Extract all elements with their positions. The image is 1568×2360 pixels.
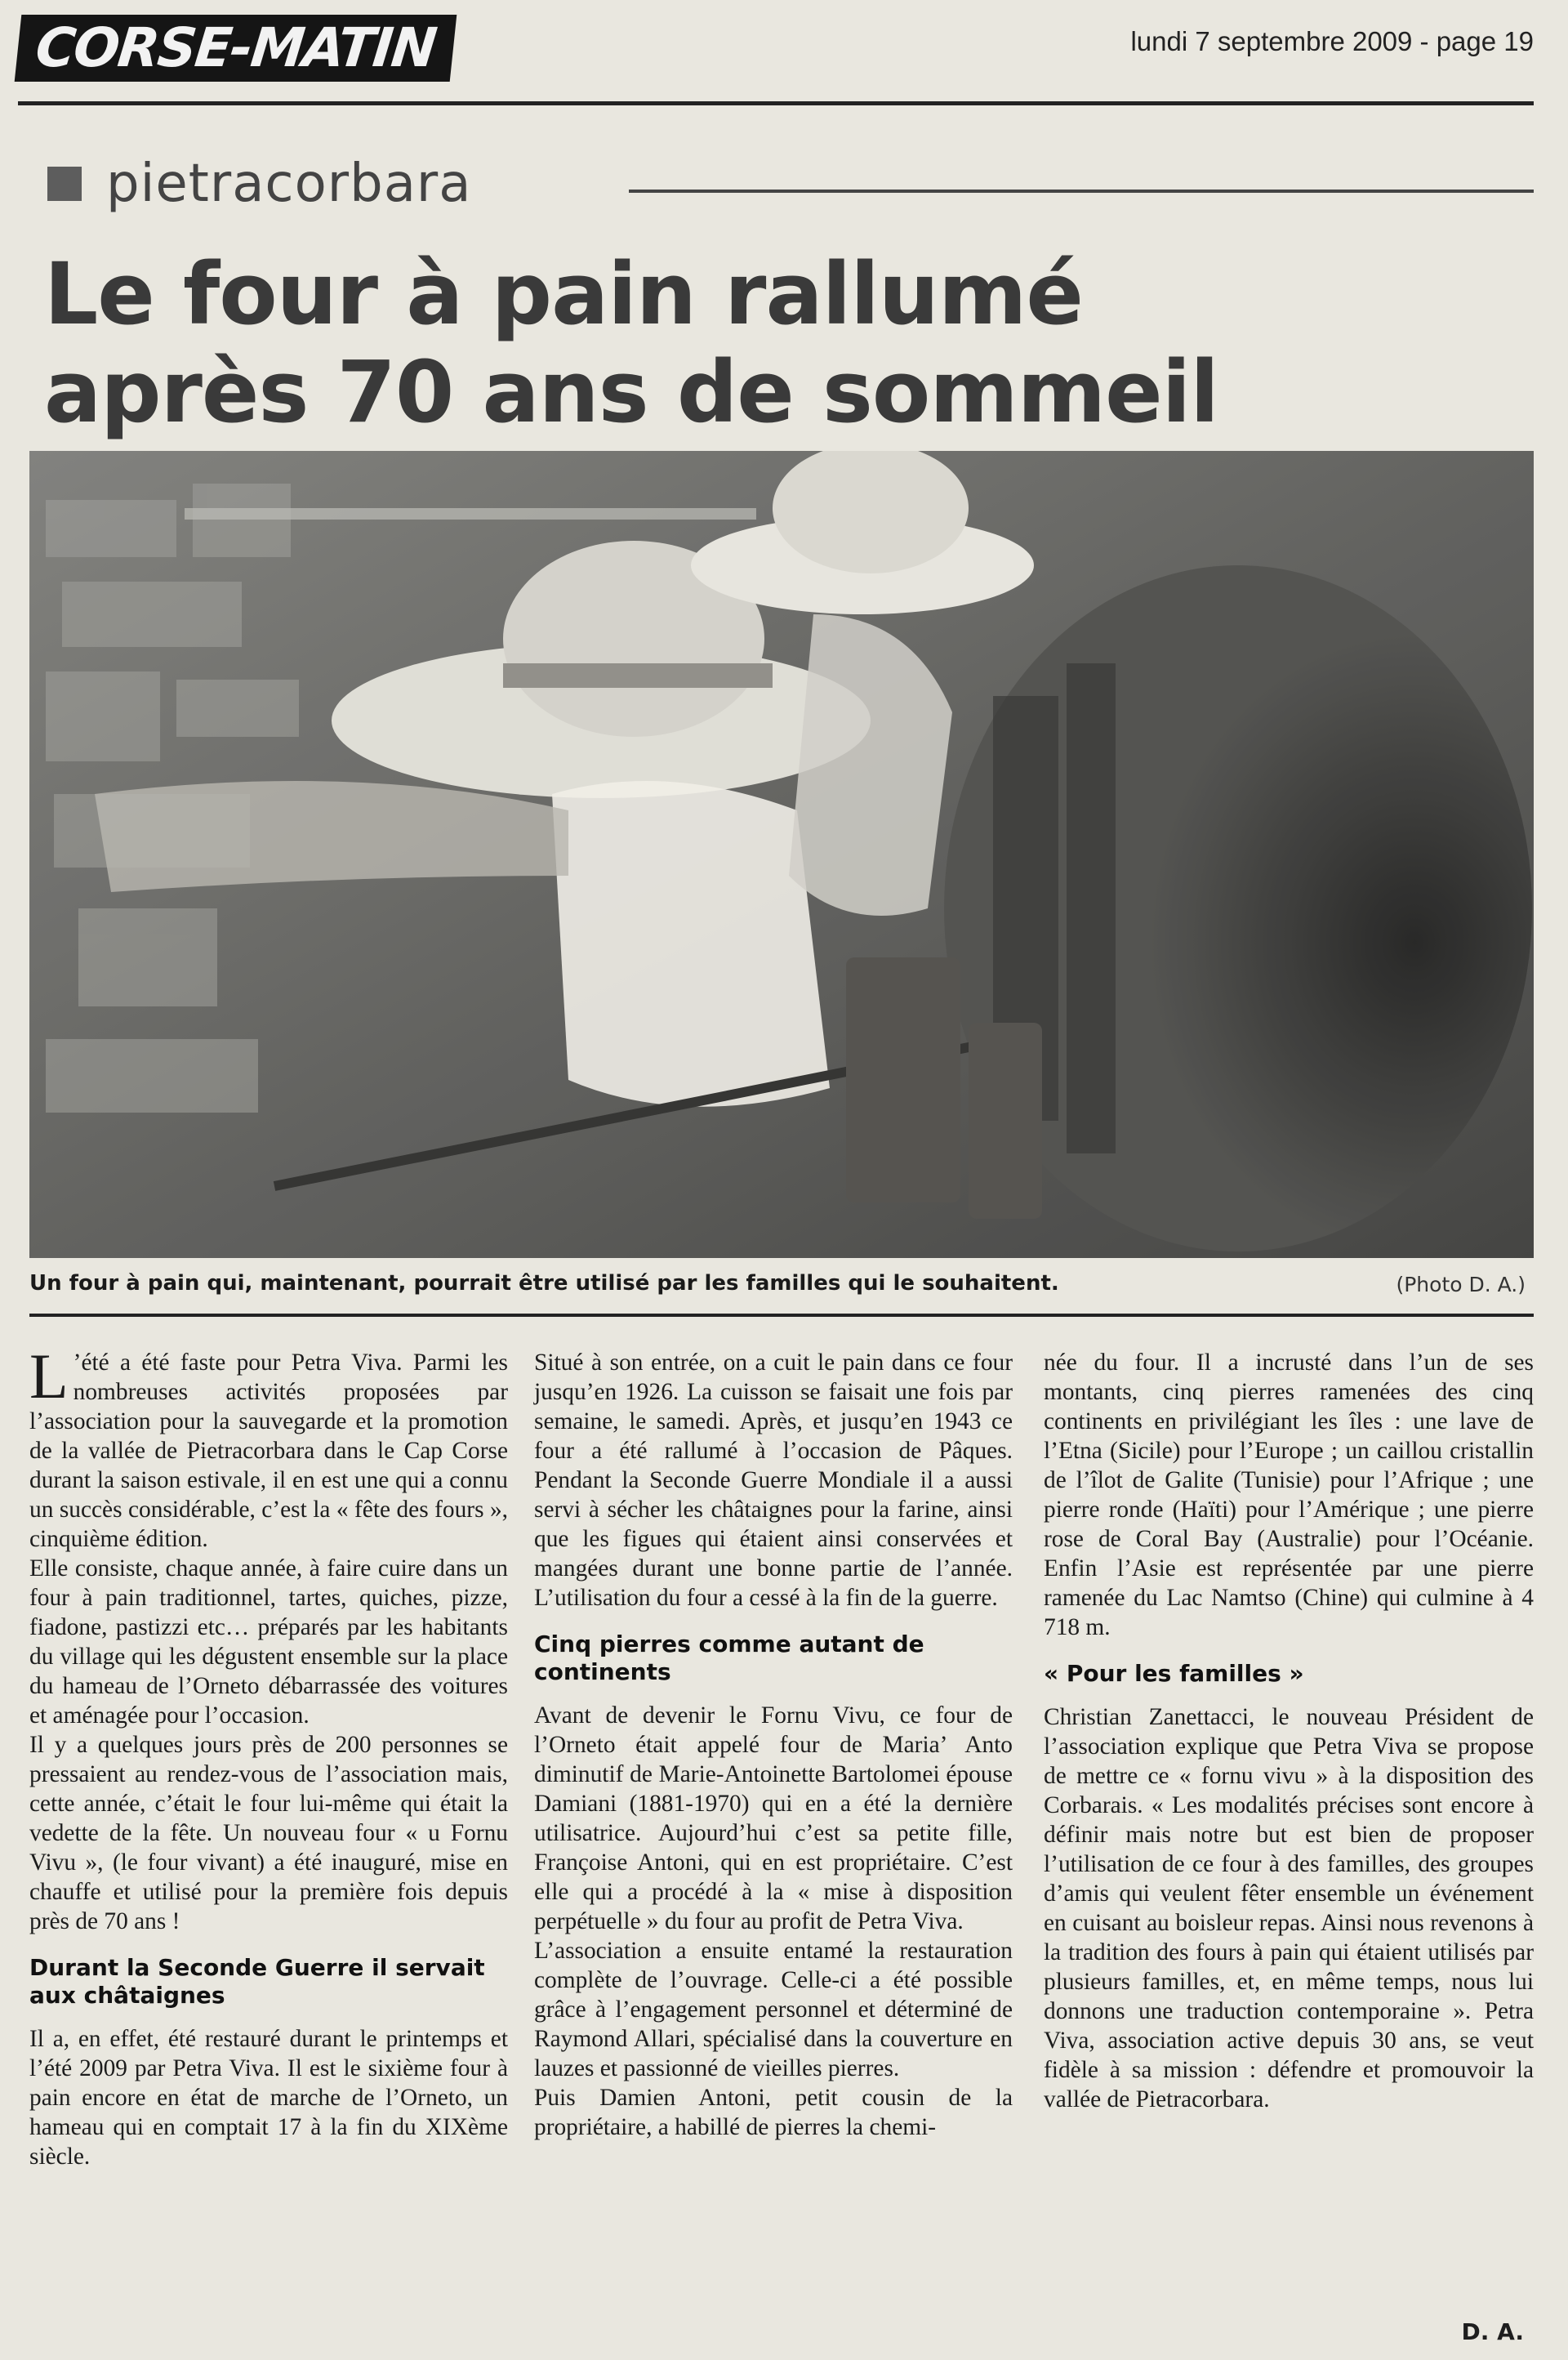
- kicker-text: pietracorbara: [106, 154, 472, 214]
- paragraph: Situé à son entrée, on a cuit le pain dans ce four jusqu’en 1926. La cuisson se faisait une fois par semaine, le samedi. Après, et jusqu’en 1943 ce four a été rallumé à l’occasion de Pâques. Pendant la Seconde Guerre Mondiale il a aussi servi à sécher les châtaignes pour la farine, ainsi que les figues qui étaient ainsi conservées et mangées durant une bonne partie de l’année. L’utilisation du four a cessé à la fin de la guerre.: [534, 1350, 1013, 1611]
- masthead-rule: [18, 101, 1534, 105]
- paragraph-text: ’été a été faste pour Petra Viva. Parmi les nombreuses activités proposées par l’association pour la sauvegarde et la promotion de la vallée de Pietracorbara dans le Cap Corse durant la saison estivale, il en est une qui a connu un succès considérable, c’est la « fête des fours », cinquième édition.: [29, 1350, 508, 1552]
- headline-line-1: Le four à pain rallumé: [44, 244, 1083, 344]
- author-signature: D. A.: [1461, 2318, 1524, 2345]
- article-photo: [29, 451, 1534, 1258]
- article-column-3: [1044, 1348, 1534, 2114]
- newspaper-logo: CORSE-MATIN: [15, 15, 457, 82]
- photo-credit: (Photo D. A.): [1396, 1273, 1526, 1296]
- paragraph: Christian Zanettacci, le nouveau Président de l’association explique que Petra Viva se propose de mettre ce « fornu vivu » à la disposition des Corbarais. « Les modalités précises sont encore à définir mais notre but est bien de proposer l’utilisation de ce four à des familles, des groupes d’amis qui veulent fêter ensemble un événement en cuisant au boisleur repas. Ainsi nous revenons à la tradition des fours à pain qui étaient utilisés par plusieurs familles, et, en même temps, nous lui donnons une traduction contemporaine ». Petra Viva, association active depuis 30 ans, se veut fidèle à sa mission : défendre et promouvoir la vallée de Pietracorbara.: [1044, 1704, 1534, 2112]
- photo-bread-oven: [29, 451, 1534, 1258]
- subheading: Cinq pierres comme autant de continents: [534, 1631, 924, 1685]
- paragraph: Elle consiste, chaque année, à faire cuire dans un four à pain traditionnel, tartes, quiches, pizze, fiadone, pastizzi etc… préparés par les habitants du village qui les dégustent ensemble sur la place du hameau de l’Orneto débarrassée des voitures et aménagée pour l’occasion.: [29, 1555, 508, 1729]
- paragraph: [29, 1341, 508, 1554]
- headline-line-2: après 70 ans de sommeil: [44, 342, 1218, 442]
- dateline: lundi 7 septembre 2009 - page 19: [1130, 26, 1534, 56]
- paragraph: L’association a ensuite entamé la restauration complète de l’ouvrage. Celle-ci a été possible grâce à l’engagement personnel et déterminé de Raymond Allari, spécialisé dans la couverture en lauzes et passionné de vieilles pierres.: [534, 1938, 1013, 2081]
- paragraph: Puis Damien Antoni, petit cousin de la propriétaire, a habillé de pierres la chemi-: [534, 2085, 1013, 2140]
- photo-caption: Un four à pain qui, maintenant, pourrait être utilisé par les familles qui le souhaitent.: [29, 1271, 1059, 1296]
- paragraph: Il a, en effet, été restauré durant le printemps et l’été 2009 par Petra Viva. Il est le sixième four à pain encore en état de marche de l’Orneto, un hameau qui en comptait 17 à la fin du XIXème siècle.: [29, 2026, 508, 2170]
- drop-cap: L: [29, 1341, 69, 1412]
- masthead: [18, 15, 1534, 88]
- article-column-2: [534, 1348, 1013, 2142]
- paragraph: Avant de devenir le Fornu Vivu, ce four de l’Orneto était appelé four de Maria’ Anto diminutif de Marie-Antoinette Bartolomei épouse Damiani (1881-1970) qui en a été la dernière utilisatrice. Aujourd’hui c’est sa petite fille, Françoise Antoni, qui en est propriétaire. C’est elle qui a procédé à la « mise à disposition perpétuelle » du four au profit de Petra Viva.: [534, 1702, 1013, 1934]
- paragraph: née du four. Il a incrusté dans l’un de ses montants, cinq pierres ramenées des cinq continents en privilégiant les îles : une lave de l’Etna (Sicile) pour l’Europe ; un caillou cristallin de l’îlot de Galite (Tunisie) pour l’Afrique ; une pierre ronde (Haïti) pour l’Amérique ; une pierre rose de Coral Bay (Australie) pour l’Océanie. Enfin l’Asie est représentée par une pierre ramenée du Lac Namtso (Chine) qui culmine à 4 718 m.: [1044, 1350, 1534, 1640]
- headline: [44, 245, 1514, 441]
- subheading: « Pour les familles »: [1044, 1660, 1304, 1687]
- caption-rule: [29, 1314, 1534, 1317]
- subheading: Durant la Seconde Guerre il servait aux châtaignes: [29, 1954, 485, 2009]
- kicker-square-icon: [47, 167, 82, 201]
- photo-caption-bar: [29, 1265, 1534, 1310]
- kicker-rule: [629, 190, 1534, 193]
- article-column-1: [29, 1341, 508, 2171]
- paragraph: Il y a quelques jours près de 200 personnes se pressaient au rendez-vous de l’association mais, cette année, c’était le four lui-même qui était la vedette de la fête. Un nouveau four « u Fornu Vivu », (le four vivant) a été inauguré, mise en chauffe et utilisé pour la première fois depuis près de 70 ans !: [29, 1732, 508, 1934]
- section-kicker: [47, 155, 471, 212]
